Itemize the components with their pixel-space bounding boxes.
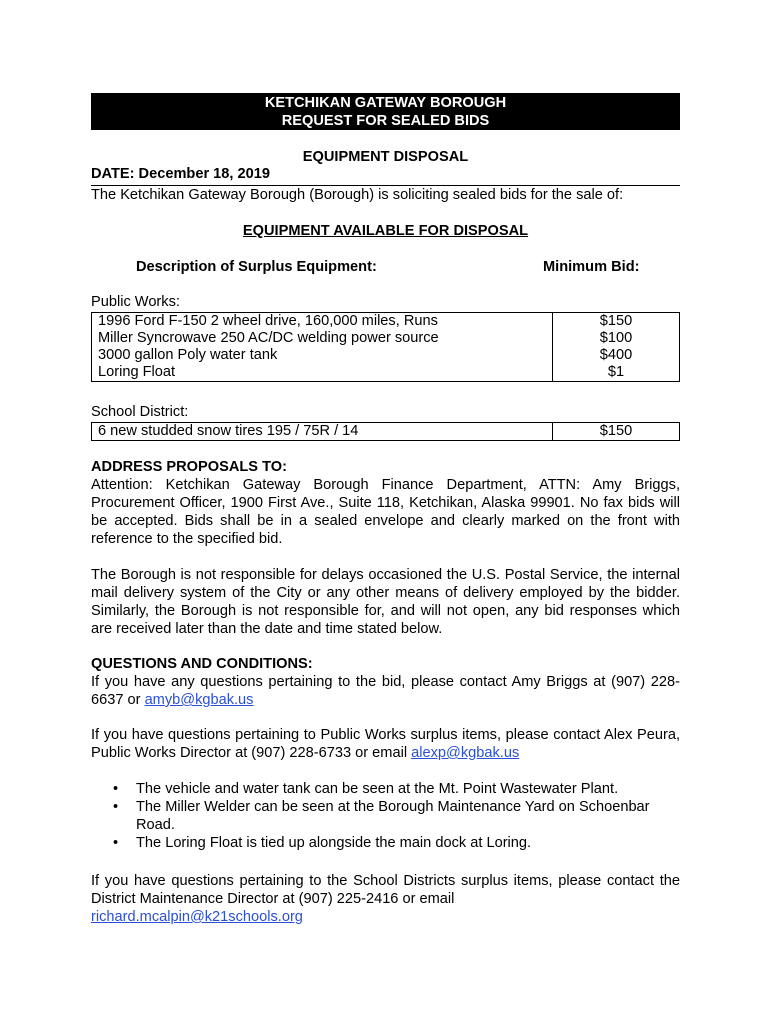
- intro-text: The Ketchikan Gateway Borough (Borough) is soliciting sealed bids for the sale of:: [91, 187, 624, 203]
- list-item-text: The Loring Float is tied up alongside the main dock at Loring.: [136, 835, 532, 851]
- public-works-label: Public Works:: [91, 294, 180, 310]
- questions-heading: QUESTIONS AND CONDITIONS:: [91, 656, 313, 672]
- list-item-text: The Miller Welder can be seen at the Borough Maintenance Yard on Schoenbar Road.: [136, 799, 650, 833]
- address-section: [91, 458, 680, 548]
- public-works-table: [91, 312, 680, 382]
- description-column-header: Description of Surplus Equipment:: [136, 259, 377, 275]
- questions-section: [91, 655, 680, 709]
- table-row: [92, 364, 680, 382]
- list-item-text: The vehicle and water tank can be seen at the Mt. Point Wastewater Plant.: [136, 781, 619, 797]
- email-link-richard[interactable]: richard.mcalpin@k21schools.org: [91, 909, 303, 925]
- list-item: [91, 780, 680, 798]
- minimum-bid-column-header: Minimum Bid:: [543, 259, 640, 275]
- email-link-amy[interactable]: amyb@kgbak.us: [144, 692, 254, 708]
- title-banner: [91, 93, 680, 130]
- public-works-contact: [91, 726, 680, 762]
- contact-alex-text: If you have questions pertaining to Public Works surplus items, please contact Alex Peura, Public Works Director at (907) 228-6733 or email: [91, 727, 680, 761]
- table-row: [92, 330, 680, 347]
- item-min-bid: $100: [553, 330, 680, 347]
- item-description: 3000 gallon Poly water tank: [92, 347, 553, 364]
- item-description: 6 new studded snow tires 195 / 75R / 14: [92, 423, 553, 441]
- item-min-bid: $150: [553, 423, 680, 441]
- list-item: [91, 834, 680, 852]
- contact-school-text: If you have questions pertaining to the School Districts surplus items, please contact the District Maintenance Director at (907) 225-2416 or email: [91, 873, 680, 907]
- subtitle: EQUIPMENT DISPOSAL: [302, 149, 469, 165]
- address-body: Attention: Ketchikan Gateway Borough Finance Department, ATTN: Amy Briggs, Procurement Officer, 1900 First Ave., Suite 118, Ketchikan, Alaska 99901. No fax bids will be accepted. Bids shall be in a sealed envelope and clearly marked on the front with reference to the specified bid.: [91, 477, 680, 547]
- bullet-icon: •: [113, 799, 119, 815]
- school-district-table: [91, 422, 680, 441]
- table-row: [92, 313, 680, 331]
- date-line: DATE: December 18, 2019: [91, 166, 680, 186]
- document-title: REQUEST FOR SEALED BIDS: [281, 112, 490, 129]
- email-link-alex[interactable]: alexp@kgbak.us: [411, 745, 520, 761]
- organization-title: KETCHIKAN GATEWAY BOROUGH: [264, 95, 507, 111]
- school-district-contact: [91, 872, 680, 926]
- item-min-bid: $400: [553, 347, 680, 364]
- item-description: Miller Syncrowave 250 AC/DC welding power source: [92, 330, 553, 347]
- table-row: [92, 347, 680, 364]
- bullet-icon: •: [113, 835, 119, 851]
- list-item: [91, 798, 680, 834]
- item-min-bid: $150: [553, 313, 680, 331]
- item-min-bid: $1: [553, 364, 680, 382]
- disclaimer-paragraph: The Borough is not responsible for delays occasioned the U.S. Postal Service, the internal mail delivery system of the City or any other means of delivery employed by the bidder. Similarly, the Borough is not responsible for, and will not open, any bid responses which are received later than the date and time stated below.: [91, 567, 680, 637]
- available-heading: EQUIPMENT AVAILABLE FOR DISPOSAL: [242, 223, 529, 239]
- table-row: [92, 423, 680, 441]
- bullet-icon: •: [113, 781, 119, 797]
- item-description: 1996 Ford F-150 2 wheel drive, 160,000 miles, Runs: [92, 313, 553, 331]
- school-district-label: School District:: [91, 404, 189, 420]
- item-description: Loring Float: [92, 364, 553, 382]
- address-heading: ADDRESS PROPOSALS TO:: [91, 459, 287, 475]
- viewing-locations-list: [91, 780, 680, 852]
- contact-amy-text: If you have any questions pertaining to the bid, please contact Amy Briggs at (907) 228-6637 or: [91, 674, 680, 708]
